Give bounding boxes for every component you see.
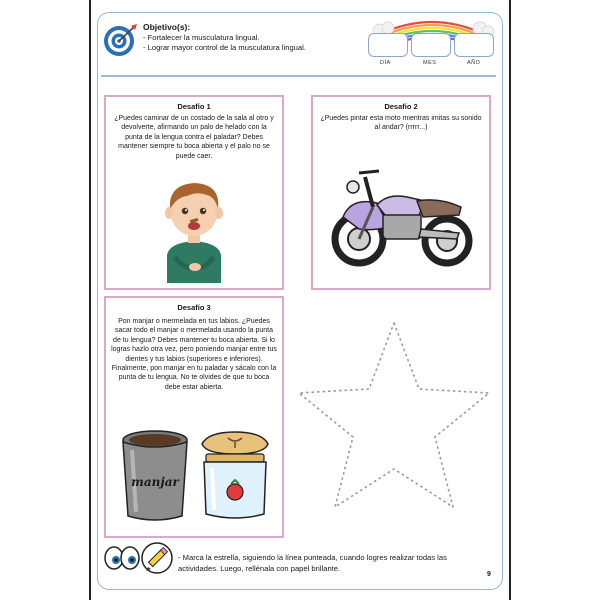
objective-item: - Fortalecer la musculatura lingual. [143, 33, 260, 42]
month-box[interactable] [411, 33, 451, 57]
year-box[interactable] [454, 33, 494, 57]
day-box[interactable] [368, 33, 408, 57]
eyes-and-pencil-icons [104, 541, 174, 575]
challenge-text: Pon manjar o mermelada en tus labios. ¿Puedes sacar todo el manjar o mermelada usando la punta de tu lengua? Debes mantener tu boca abierta. Si lo logras hazlo otra vez, pero poniendo manjar entre tus dientes y tus labios (superiores e inferiores). Finalmente, pon manjar en tu paladar y sácalo con la punta de tu lengua. No te olvides de que tu boca debe estar abierta. [111, 318, 277, 391]
jam-jar-illustration [198, 430, 272, 524]
header-divider [101, 75, 496, 77]
challenge-title: Desafío 3 [177, 303, 211, 312]
challenge-title: Desafío 1 [177, 102, 211, 111]
objective-item: - Lograr mayor control de la musculatura lingual. [143, 43, 306, 52]
manjar-jar-illustration [120, 428, 190, 524]
month-label: MES [423, 60, 437, 66]
page-edge-right [509, 0, 511, 600]
challenge-text: ¿Puedes caminar de un costado de la sala al otro y devolverte, afirmando un palo de helado con la punta de la lengua contra el paladar? Debes mantener siempre tu boca abierta y el palo no se puede caer. [114, 115, 274, 160]
challenge-card-1 [104, 95, 284, 290]
page-edge-left [89, 0, 91, 600]
challenge-title: Desafío 2 [384, 102, 418, 111]
motorcycle-illustration [329, 157, 475, 275]
challenge-card-2 [311, 95, 491, 290]
day-label: DÍA [380, 60, 391, 66]
boy-illustration [159, 175, 229, 285]
dotted-star-outline[interactable] [291, 315, 497, 515]
page-number: 9 [487, 571, 491, 578]
objective-list [143, 33, 306, 53]
year-label: AÑO [467, 60, 481, 66]
jar-label: manjar [131, 475, 179, 489]
eyes-icon [105, 547, 139, 569]
objective-title: Objetivo(s): [143, 22, 191, 32]
target-icon [101, 22, 139, 58]
pencil-icon [142, 543, 172, 573]
challenge-card-3 [104, 296, 284, 538]
challenge-text: ¿Puedes pintar esta moto mientras imitas su sonido al andar? (rrrrr...) [320, 115, 482, 132]
star-instruction: - Marca la estrella, siguiendo la línea punteada, cuando logres realizar todas las actividades. Luego, rellénala con papel brillante. [178, 553, 447, 573]
